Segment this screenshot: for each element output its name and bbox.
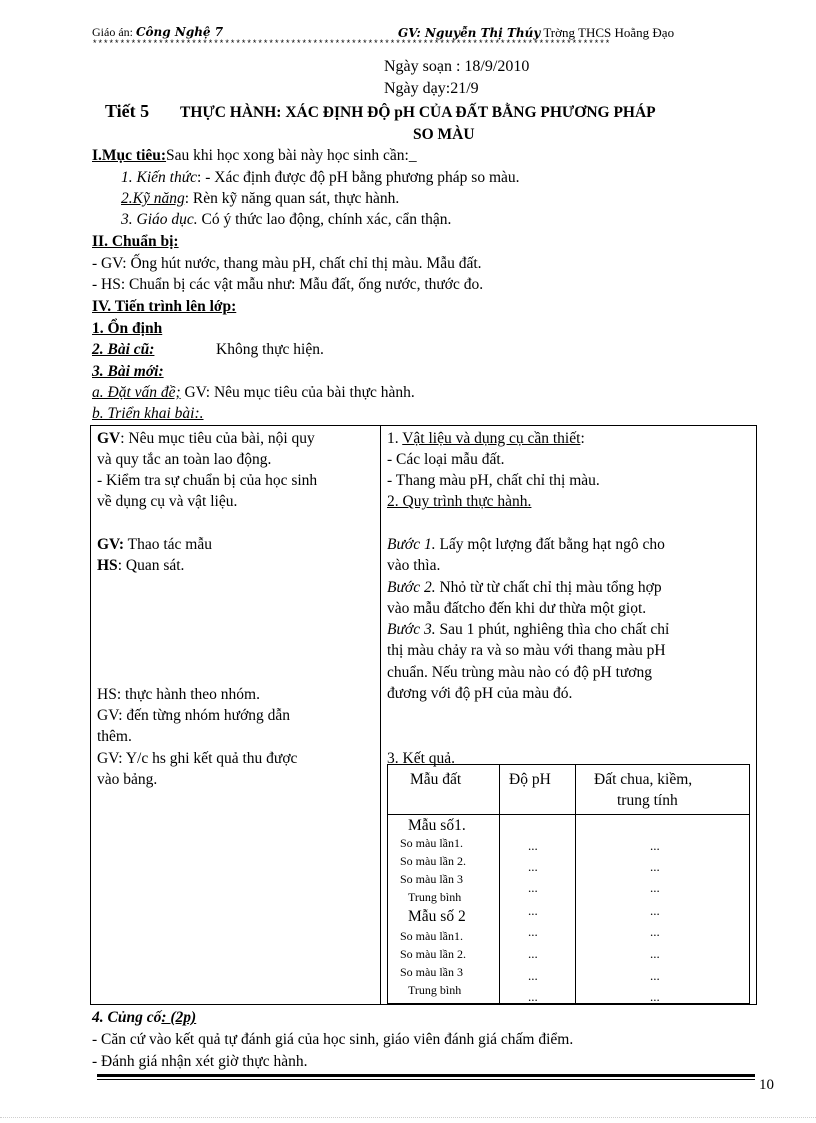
item-text: Có ý thức lao động, chính xác, cẩn thận.: [197, 211, 452, 228]
cung-co-heading: [92, 1009, 196, 1027]
right-buoc-1a: [387, 534, 665, 555]
on-dinh: 1. Ổn định: [92, 320, 163, 337]
results-dots: ...: [650, 989, 660, 1004]
bai-moi: 3. Bài mới:: [92, 363, 164, 380]
school-name: Trờng THCS Hoằng Đạo: [540, 25, 675, 40]
b3-label: Bước 3.: [387, 621, 436, 638]
results-dots: ...: [650, 903, 660, 918]
results-dots: ...: [528, 989, 538, 1004]
giaoan-label: Giáo án:: [92, 25, 136, 39]
results-table: [387, 764, 750, 1004]
bai-cu: [92, 341, 154, 359]
muc-tieu-intro: Sau khi học xong bài này học sinh cần:_: [166, 147, 417, 164]
left-line-5: [97, 534, 212, 555]
right-buoc-3c: chuẩn. Nếu trùng màu nào có độ pH tương: [387, 664, 652, 681]
trien-khai: b. Triển khai bài:.: [92, 405, 204, 422]
b3-text: Sau 1 phút, nghiêng thìa cho chất chỉ: [435, 621, 670, 638]
results-header-mau-dat: Mẫu đất: [410, 771, 462, 788]
left-line-7: HS: thực hành theo nhóm.: [97, 686, 260, 703]
bai-cu-label: 2. Bài cũ:: [92, 341, 155, 358]
date-soan: Ngày soạn : 18/9/2010: [384, 58, 530, 75]
results-row-2-3: So màu lần 3: [400, 965, 463, 979]
dat-van-de: [92, 384, 415, 402]
results-dots: ...: [650, 838, 660, 853]
results-mau-so-2: Mẫu số 2: [408, 908, 466, 925]
vl-colon: :: [580, 430, 585, 447]
cung-co-line-1: - Căn cứ vào kết quả tự đánh giá của học sinh, giáo viên đánh giá chấm điểm.: [92, 1031, 574, 1048]
header-stars-divider: **********************************************************************************************: [92, 38, 611, 49]
lesson-title-line2: SO MÀU: [413, 126, 475, 143]
results-dots: ...: [528, 838, 538, 853]
b2-text: Nhỏ từ từ chất chỉ thị màu tổng hợp: [435, 579, 662, 596]
left-line-6: [97, 555, 184, 576]
left-l6-bold: HS: [97, 557, 118, 574]
left-line-1: [97, 428, 315, 449]
results-header-trung-tinh: trung tính: [617, 792, 678, 809]
muc-tieu-item-2: [121, 190, 399, 208]
results-header-dat-chua: Đất chua, kiềm,: [594, 771, 693, 788]
left-l5-text: Thao tác mẫu: [124, 536, 212, 553]
results-row-2-2: So màu lần 2.: [400, 947, 466, 961]
results-row-1-2: So màu lần 2.: [400, 854, 466, 868]
lesson-number: Tiết 5: [105, 101, 150, 121]
right-ket-qua: 3. Kết quả.: [387, 750, 456, 767]
results-dots: ...: [528, 968, 538, 983]
table-column-divider: [380, 426, 381, 1004]
lesson-title-line1: THỰC HÀNH: XÁC ĐỊNH ĐỘ pH CỦA ĐẤT BẰNG PHƯƠNG PHÁP: [180, 104, 656, 121]
muc-tieu-item-3: [121, 211, 451, 229]
vl-title: Vật liệu và dụng cụ cần thiết: [402, 430, 581, 447]
chuan-bi-heading: II. Chuẩn bị:: [92, 233, 179, 250]
right-vat-lieu: [387, 428, 585, 449]
left-line-10: GV: Y/c hs ghi kết quả thu được: [97, 750, 298, 767]
bai-cu-text: Không thực hiện.: [216, 341, 324, 358]
gv-label: GV:: [398, 26, 425, 40]
results-row-1-1: So màu lần1.: [400, 836, 463, 850]
right-vl-1: - Các loại mẫu đất.: [387, 451, 505, 468]
results-dots: ...: [650, 946, 660, 961]
chuan-bi-gv: - GV: Ống hút nước, thang màu pH, chất chỉ thị màu. Mẫu đất.: [92, 255, 482, 272]
right-buoc-2b: vào mẫu đấtcho đến khi dư thừa một giọt.: [387, 600, 647, 617]
results-row-2-4: Trung bình: [408, 983, 462, 997]
results-dots: ...: [528, 946, 538, 961]
b2-label: Bước 2.: [387, 579, 436, 596]
footer-rule-thin: [97, 1079, 755, 1080]
b1-text: Lấy một lượng đất bằng hạt ngô cho: [435, 536, 665, 553]
left-line-3: - Kiểm tra sự chuẩn bị của học sinh: [97, 472, 318, 489]
results-row-1-4: Trung bình: [408, 890, 462, 904]
right-buoc-3b: thị màu chảy ra và so màu với thang màu pH: [387, 642, 666, 659]
results-dots: ...: [528, 859, 538, 874]
dat-van-de-label: a. Đặt vấn đề;: [92, 384, 181, 401]
dat-van-de-text: GV: Nêu mục tiêu của bài thực hành.: [180, 384, 415, 401]
item-text: : Rèn kỹ năng quan sát, thực hành.: [184, 190, 400, 207]
right-vl-2: - Thang màu pH, chất chỉ thị màu.: [387, 472, 600, 489]
left-line-8: GV: đến từng nhóm hướng dẫn: [97, 707, 291, 724]
footer-rule-thick: [97, 1074, 755, 1077]
tien-trinh-heading: IV. Tiến trình lên lớp:: [92, 298, 237, 315]
left-line-4: về dụng cụ và vật liệu.: [97, 493, 238, 510]
date-day: Ngày dạy:21/9: [384, 80, 479, 97]
chuan-bi-hs: - HS: Chuẩn bị các vật mẫu như: Mẫu đất, ống nước, thước đo.: [92, 276, 484, 293]
left-l6-text: : Quan sát.: [117, 557, 185, 574]
left-line-2: và quy tắc an toàn lao động.: [97, 451, 272, 468]
item-label: 1. Kiến thức: [121, 169, 198, 186]
item-text: : - Xác định được độ pH bằng phương pháp so màu.: [197, 169, 520, 186]
results-dots: ...: [650, 968, 660, 983]
results-dots: ...: [528, 903, 538, 918]
results-dots: ...: [528, 880, 538, 895]
right-buoc-3d: đương với độ pH của màu đó.: [387, 685, 573, 702]
left-line-9: thêm.: [97, 728, 132, 745]
cung-co-time: : (2p): [161, 1009, 197, 1026]
cung-co-num: 4. Củng cố: [92, 1009, 162, 1026]
muc-tieu-item-1: [121, 169, 520, 187]
vl-num: 1.: [387, 430, 403, 447]
item-label: 2.Kỹ năng: [121, 190, 185, 207]
results-mau-so-1: Mẫu số1.: [408, 817, 466, 834]
results-row-1-3: So màu lần 3: [400, 872, 463, 886]
page-number: 10: [759, 1077, 774, 1093]
right-quy-trinh: 2. Quy trình thực hành.: [387, 493, 532, 510]
results-row-2-1: So màu lần1.: [400, 929, 463, 943]
right-buoc-2a: [387, 577, 662, 598]
item-label: 3. Giáo dục.: [121, 211, 198, 228]
left-l1-bold: GV: [97, 430, 121, 447]
right-buoc-1b: vào thìa.: [387, 557, 441, 574]
left-line-11: vào bảng.: [97, 771, 158, 788]
muc-tieu-heading: I.Mục tiêu:: [92, 147, 167, 164]
results-dots: ...: [650, 859, 660, 874]
results-col-divider-2: [575, 765, 576, 1003]
left-l1-text: : Nêu mục tiêu của bài, nội quy: [120, 430, 315, 447]
results-dots: ...: [650, 924, 660, 939]
results-dots: ...: [528, 924, 538, 939]
left-l5-bold: GV:: [97, 536, 124, 553]
cung-co-line-2: - Đánh giá nhận xét giờ thực hành.: [92, 1053, 308, 1070]
results-col-divider-1: [499, 765, 500, 1003]
muc-tieu: [92, 147, 417, 165]
teacher-name: Nguyễn Thị Thúy: [424, 26, 541, 40]
results-dots: ...: [650, 880, 660, 895]
footer-dotted-line: [0, 1117, 816, 1118]
b1-label: Bước 1.: [387, 536, 436, 553]
subject-name: Công Nghệ 7: [136, 25, 224, 39]
results-header-do-ph: Độ pH: [509, 771, 551, 788]
right-buoc-3a: [387, 619, 669, 640]
